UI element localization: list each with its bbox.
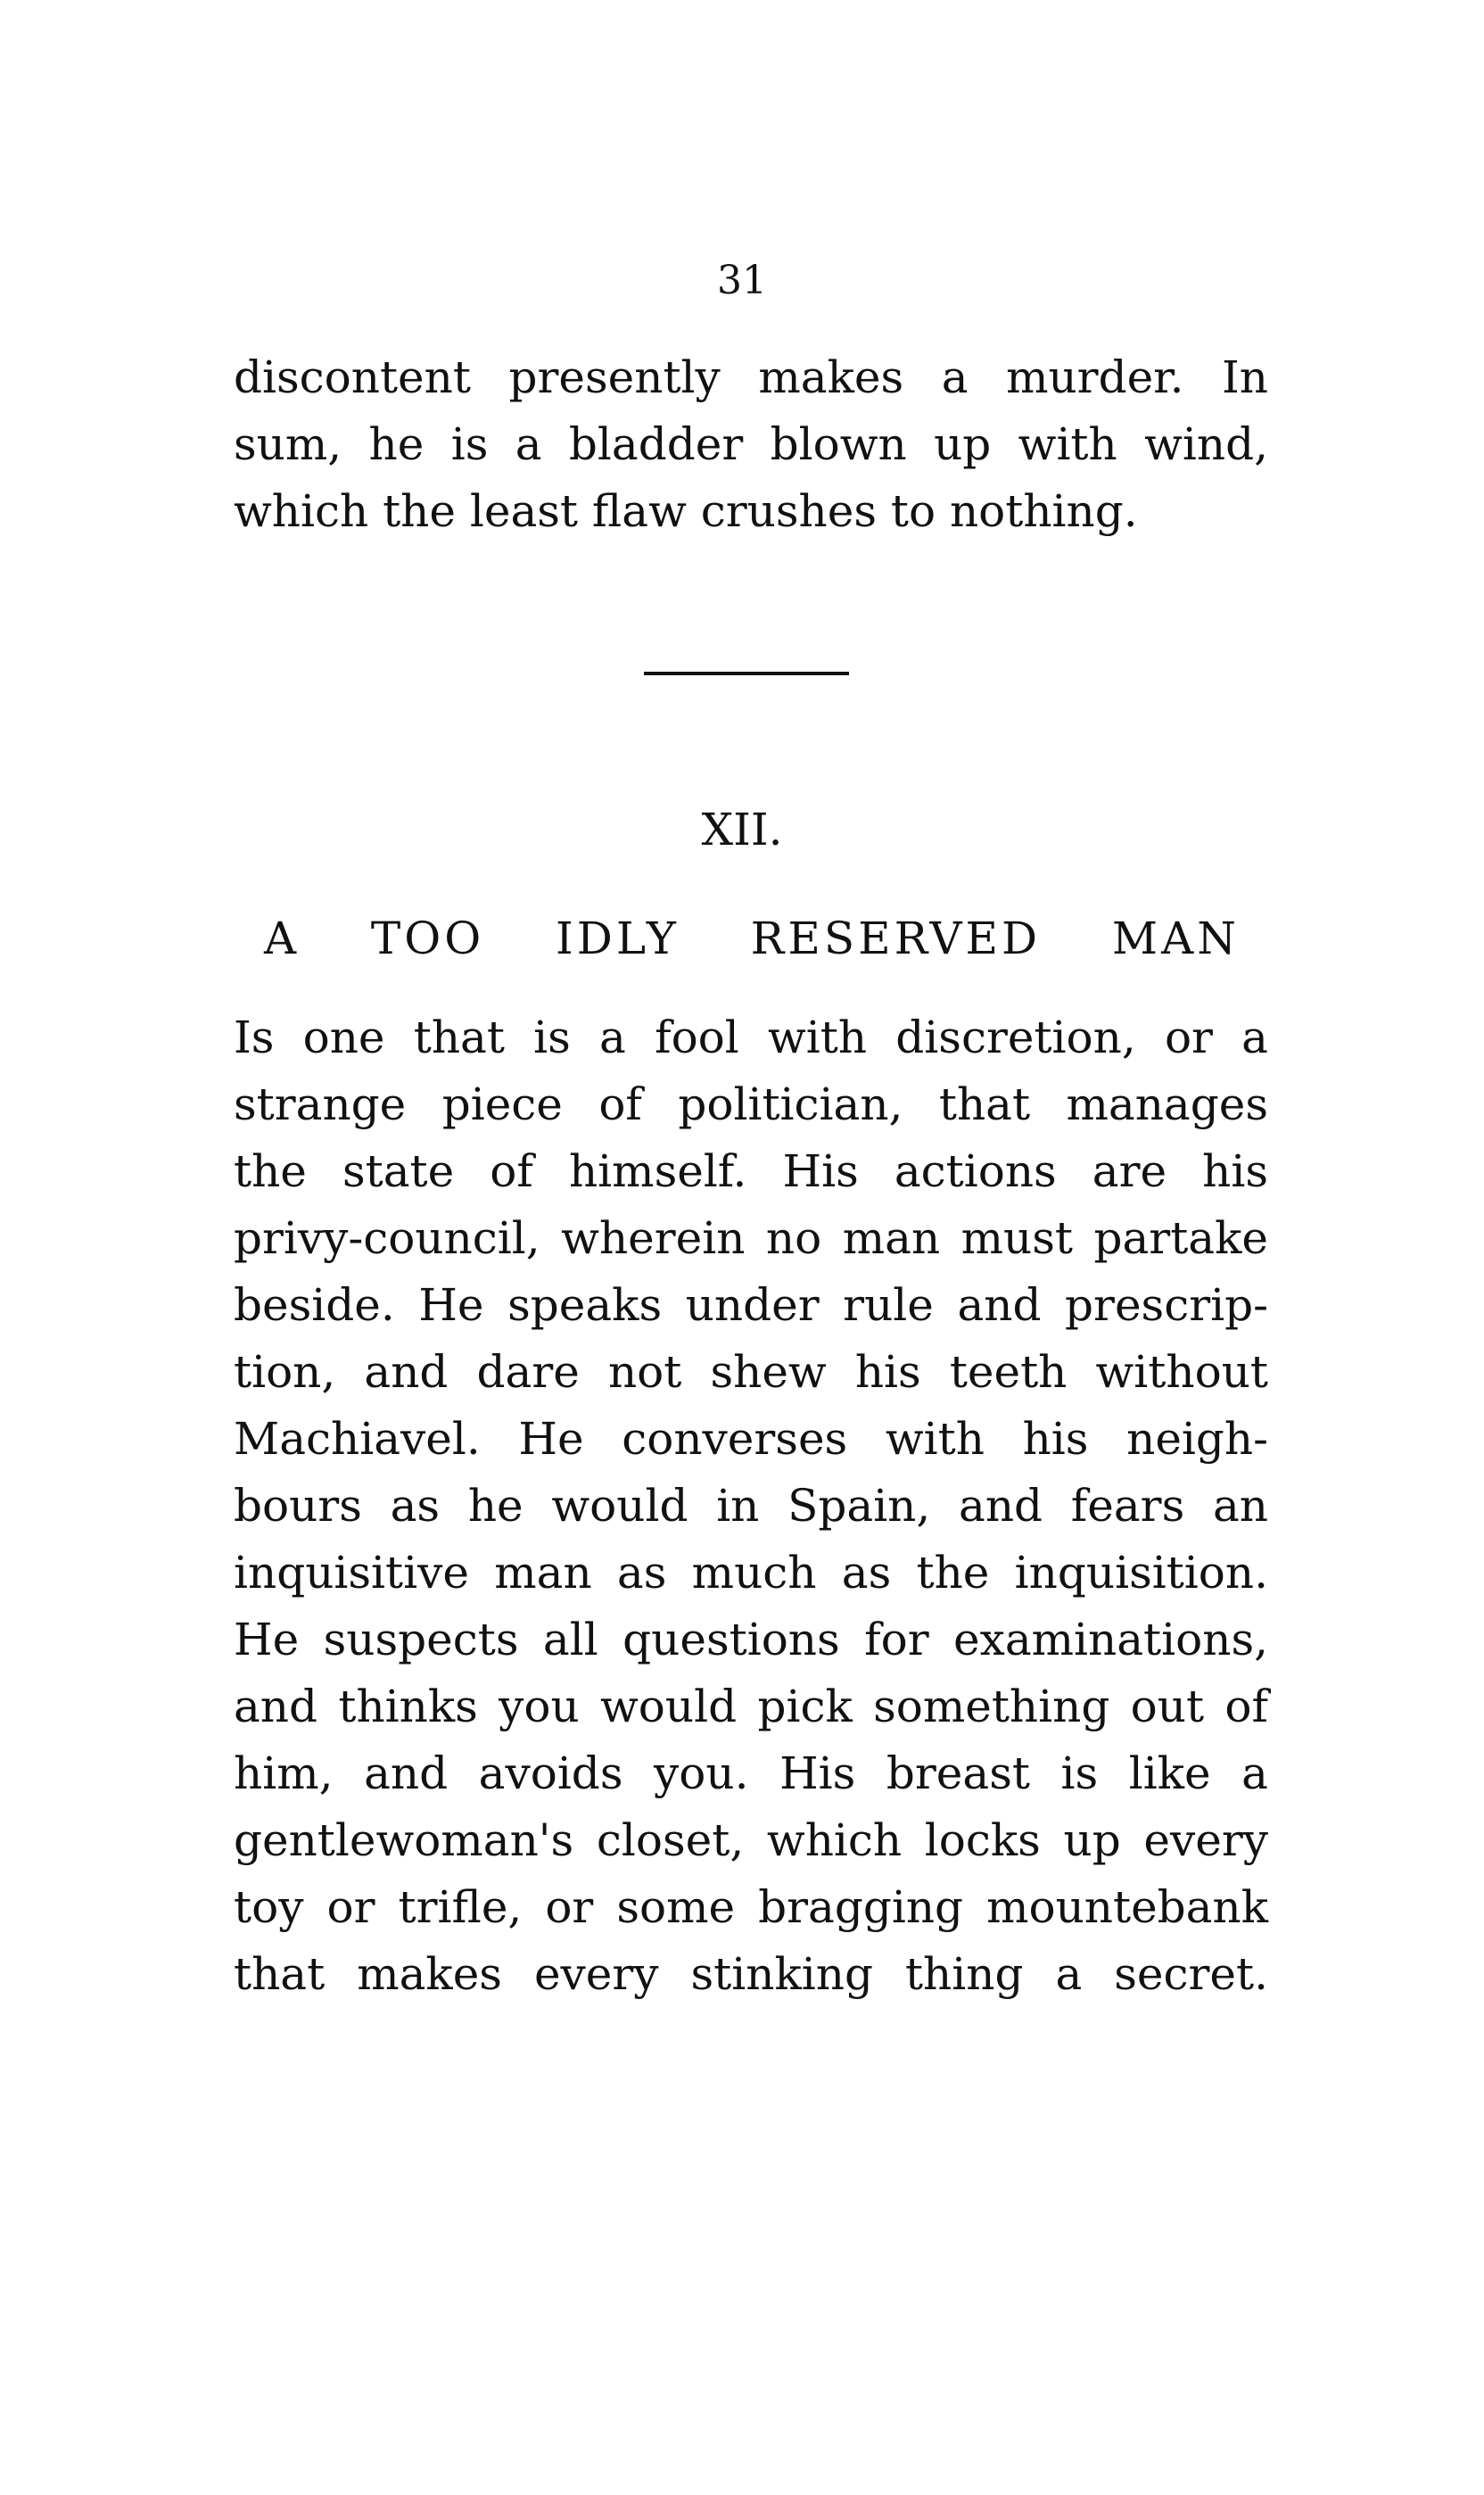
text-line: Is one that is a fool with discretion, or a [234, 1012, 1268, 1063]
text-line: tion, and dare not shew his teeth without [234, 1346, 1268, 1398]
section-divider-rule [644, 672, 849, 675]
section-body-paragraph [234, 1004, 1268, 2008]
text-line: the state of himself. His actions are his [234, 1145, 1268, 1197]
continuation-paragraph [234, 344, 1268, 545]
text-line: sum, he is a bladder blown up with wind, [234, 418, 1268, 470]
text-line: which the least flaw crushes to nothing. [234, 485, 1138, 537]
text-line: him, and avoids you. His breast is like a [234, 1747, 1268, 1799]
text-line: toy or trifle, or some bragging mountebank [234, 1881, 1268, 1933]
text-line: privy-council, wherein no man must partake [234, 1212, 1268, 1264]
text-line: and thinks you would pick something out of [234, 1681, 1268, 1732]
section-number: XII. [701, 804, 783, 855]
text-line: that makes every stinking thing a secret. [234, 1948, 1268, 2000]
text-line: beside. He speaks under rule and prescrip- [234, 1279, 1268, 1331]
text-line: Machiavel. He converses with his neigh- [234, 1413, 1268, 1465]
text-line: discontent presently makes a murder. In [234, 351, 1268, 403]
text-line: gentlewoman's closet, which locks up every [234, 1814, 1268, 1866]
page-number: 31 [717, 258, 767, 303]
text-line: He suspects all questions for examinations, [234, 1614, 1268, 1665]
text-line: bours as he would in Spain, and fears an [234, 1480, 1268, 1532]
text-line: inquisitive man as much as the inquisition. [234, 1547, 1268, 1599]
text-line: strange piece of politician, that manages [234, 1078, 1268, 1130]
section-title: A TOO IDLY RESERVED MAN [264, 913, 1240, 964]
